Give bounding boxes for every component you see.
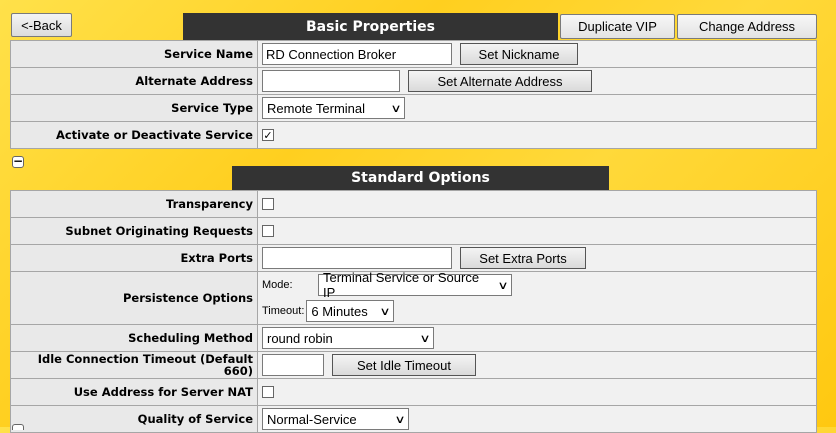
timeout-label: Timeout:: [262, 305, 305, 317]
change-address-button[interactable]: Change Address: [677, 14, 817, 39]
duplicate-vip-button[interactable]: Duplicate VIP: [560, 14, 675, 39]
idle-timeout-input[interactable]: [262, 354, 324, 376]
alternate-address-label: Alternate Address: [11, 68, 258, 95]
chevron-down-icon: ∨: [379, 305, 392, 318]
scheduling-method-select[interactable]: round robin ∨: [262, 327, 434, 349]
scheduling-label: Scheduling Method: [11, 325, 258, 352]
activate-row: [11, 122, 817, 149]
extra-ports-label: Extra Ports: [11, 245, 258, 272]
subnet-label: Subnet Originating Requests: [11, 218, 258, 245]
server-nat-label: Use Address for Server NAT: [11, 379, 258, 406]
service-type-row: [11, 95, 817, 122]
collapse-basic-icon[interactable]: −: [13, 154, 24, 168]
server-nat-checkbox[interactable]: [262, 386, 274, 398]
page: [10, 12, 817, 427]
activate-checkbox[interactable]: ✓: [263, 128, 273, 142]
qos-row: [11, 406, 817, 433]
idle-timeout-label: Idle Connection Timeout (Default 660): [11, 352, 258, 379]
extra-ports-input[interactable]: [262, 247, 452, 269]
service-type-select[interactable]: Remote Terminal ∨: [262, 97, 405, 119]
top-bar: [10, 12, 817, 40]
transparency-row: [11, 191, 817, 218]
subnet-row: [11, 218, 817, 245]
subnet-checkbox[interactable]: [262, 225, 274, 237]
chevron-down-icon: ∨: [394, 413, 406, 426]
scheduling-row: [11, 325, 817, 352]
back-button[interactable]: <-Back: [11, 13, 72, 37]
collapse-standard-icon[interactable]: [12, 424, 24, 430]
chevron-down-icon: ∨: [419, 332, 431, 345]
service-name-row: [11, 41, 817, 68]
standard-options-table: [10, 190, 817, 433]
extra-ports-row: [11, 245, 817, 272]
service-type-label: Service Type: [11, 95, 258, 122]
quality-of-service-select[interactable]: Normal-Service ∨: [262, 408, 409, 430]
basic-properties-header: Basic Properties: [183, 13, 558, 40]
set-extra-ports-button[interactable]: Set Extra Ports: [460, 247, 586, 269]
persistence-mode-select[interactable]: Terminal Service or Source IP ∨: [318, 274, 512, 296]
transparency-checkbox[interactable]: [262, 198, 274, 210]
alternate-address-input[interactable]: [262, 70, 400, 92]
standard-options-header: Standard Options: [232, 166, 609, 190]
alternate-address-row: [11, 68, 817, 95]
chevron-down-icon: ∨: [390, 102, 402, 115]
set-nickname-button[interactable]: Set Nickname: [460, 43, 578, 65]
basic-properties-table: [10, 40, 817, 149]
mode-label: Mode:: [262, 279, 293, 291]
persistence-label: Persistence Options: [11, 272, 258, 325]
chevron-down-icon: ∨: [497, 279, 509, 292]
set-idle-timeout-button[interactable]: Set Idle Timeout: [332, 354, 476, 376]
service-name-label: Service Name: [11, 41, 258, 68]
persistence-row: [11, 272, 817, 325]
persistence-timeout-select[interactable]: 6 Minutes ∨: [306, 300, 394, 322]
service-name-input[interactable]: [262, 43, 452, 65]
activate-label: Activate or Deactivate Service: [11, 122, 258, 149]
idle-timeout-row: [11, 352, 817, 379]
server-nat-row: [11, 379, 817, 406]
qos-label: Quality of Service: [11, 406, 258, 433]
set-alternate-address-button[interactable]: Set Alternate Address: [408, 70, 592, 92]
transparency-label: Transparency: [11, 191, 258, 218]
